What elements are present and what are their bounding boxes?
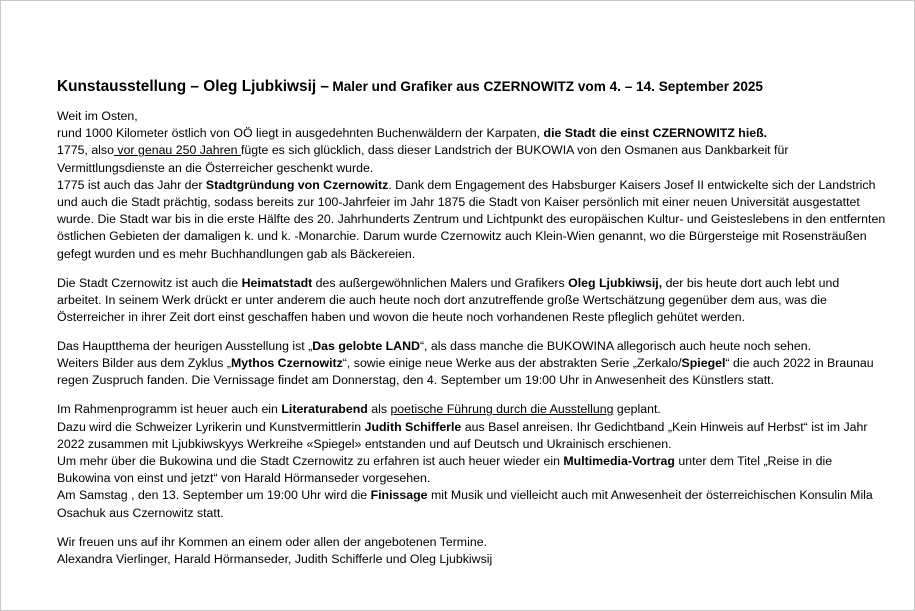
theme-text-d: Weiters Bilder aus dem Zyklus „	[57, 356, 232, 371]
intro-line-1: Weit im Osten,	[57, 109, 138, 123]
program-line-2-rest: aus Basel anreisen. Ihr Gedichtband „Kein Hinweis auf Herbst“ ist im Jahr 2022 zusammen mit Ljubkiwskyys Werkreihe «Spiegel» entstanden und auf Deutsch und Ukrainisch erschienen.	[57, 419, 868, 451]
closing-line-1: Wir freuen uns auf ihr Kommen an einem oder allen der angebotenen Termine.	[57, 534, 487, 549]
intro-line-3-rest: fügte es sich glücklich, dass dieser Landstrich der BUKOWIA von den Osmanen aus Dankbarkeit für Vermittlungsdienste an die Österreicher geschenkt wurde.	[57, 143, 789, 175]
intro-line-4-text: 1775 ist auch das Jahr der	[57, 177, 203, 192]
intro-line-2-text: rund 1000 Kilometer östlich von OÖ liegt in ausgedehnten Buchenwäldern der Karpaten,	[57, 126, 541, 141]
theme-bold-spiegel: Spiegel	[681, 356, 726, 371]
intro-line-3	[57, 142, 887, 176]
paragraph-closing	[57, 534, 887, 568]
program-underlined-fuehrung: poetische Führung durch die Ausstellung	[390, 402, 614, 417]
paragraph-theme	[57, 338, 887, 390]
document-body	[57, 77, 887, 580]
document-title	[57, 77, 887, 97]
program-line-1	[57, 401, 887, 418]
artist-text-e: der bis heute dort auch lebt und arbeitet. In seinem Werk drückt er unter anderem die auch heute noch dort anzutreffende große Wertschätzung gegenüber dem aus, was die Österreicher in ihrer Zeit dort einst geschaffen haben und wovon die heute noch vorhandenen Reste pfleglich gehütet werden.	[57, 275, 840, 325]
theme-text-h: “ die auch 2022 in Braunau regen Zuspruch fanden. Die Vernissage findet am Donnerstag, den 4. September um 19:00 Uhr in Anwesenheit des Künstlers statt.	[57, 356, 874, 388]
program-line-4-rest: mit Musik und vielleicht auch mit Anwesenheit der österreichischen Konsulin Mila Osachuk aus Czernowitz statt.	[57, 488, 873, 520]
program-line-1-text: Im Rahmenprogramm ist heuer auch ein	[57, 402, 278, 417]
intro-line-4	[57, 177, 887, 263]
artist-bold-homecity: Heimatstadt	[241, 275, 313, 290]
program-line-3-rest: unter dem Titel „Reise in die Bukowina von einst und jetzt“ von Harald Hörmanseder vorgesehen.	[57, 454, 833, 486]
program-bold-vortrag: Multimedia-Vortrag	[563, 454, 675, 469]
closing-signatures: Alexandra Vierlinger, Harald Hörmanseder, Judith Schifferle und Oleg Ljubkiwsij	[57, 551, 493, 566]
program-line-3-text: Um mehr über die Bukowina und die Stadt Czernowitz zu erfahren ist auch heuer wieder ein	[57, 454, 560, 469]
program-line-3	[57, 453, 887, 487]
program-bold-finissage: Finissage	[370, 488, 428, 503]
theme-bold-land: Das gelobte LAND	[312, 339, 420, 354]
theme-text-c: “, als dass manche die BUKOWINA allegorisch auch heute noch sehen.	[419, 339, 812, 354]
paragraph-program	[57, 401, 887, 521]
intro-line-2	[57, 125, 887, 142]
artist-text-c: des außergewöhnlichen Malers und Grafikers	[315, 275, 565, 290]
intro-line-4-rest: . Dank dem Engagement des Habsburger Kaisers Josef II entwickelte sich der Landstrich und auch die Stadt prächtig, sodass bereits zur 100-Jahrfeier im Jahr 1875 die Stadt von Kaiser persönlich mit einer neuen Universität ausgestattet wurde. Die Stadt war bis in die erste Hälfte des 20. Jahrhunderts Zentrum und Lichtpunkt des europäischen Kultur- und Geisteslebens in den entfernten östlichen Gebieten der damaligen k. und k. -Monarchie. Darum wurde Czernowitz auch Klein-Wien genannt, wo die Bürgersteige mit Rosensträußen gefegt wurden und es mehr Buchhandlungen gab als Bäckereien.	[57, 177, 886, 261]
theme-text-f: “, sowie einige neue Werke aus der abstrakten Serie „Zerkalo/	[342, 356, 682, 371]
program-bold-literaturabend: Literaturabend	[281, 402, 368, 417]
paragraph-artist	[57, 275, 887, 327]
program-bold-schifferle: Judith Schifferle	[364, 419, 462, 434]
theme-text-a: Das Hauptthema der heurigen Ausstellung ist „	[57, 339, 313, 354]
program-line-4-text: Am Samstag , den 13. September um 19:00 Uhr wird die	[57, 488, 368, 503]
program-line-2	[57, 419, 887, 453]
artist-text-a: Die Stadt Czernowitz ist auch die	[57, 275, 239, 290]
program-line-1-als: als	[371, 402, 387, 417]
program-line-4	[57, 487, 887, 521]
theme-bold-mythos: Mythos Czernowitz	[231, 356, 343, 371]
intro-line-3-text: 1775, also	[57, 143, 114, 158]
paragraph-intro	[57, 108, 887, 263]
title-sub: Maler und Grafiker aus CZERNOWITZ vom 4. – 14. September 2025	[332, 79, 763, 94]
program-line-1-end: geplant.	[616, 402, 661, 417]
intro-line-3-underlined: vor genau 250 Jahren	[113, 143, 241, 158]
title-main: Kunstausstellung – Oleg Ljubkiwsij –	[57, 78, 329, 95]
intro-line-2-bold: die Stadt die einst CZERNOWITZ hieß.	[543, 126, 768, 141]
artist-bold-name: Oleg Ljubkiwsij,	[568, 275, 663, 290]
intro-line-4-bold: Stadtgründung von Czernowitz	[205, 177, 389, 192]
program-line-2-text: Dazu wird die Schweizer Lyrikerin und Kunstvermittlerin	[57, 419, 362, 434]
